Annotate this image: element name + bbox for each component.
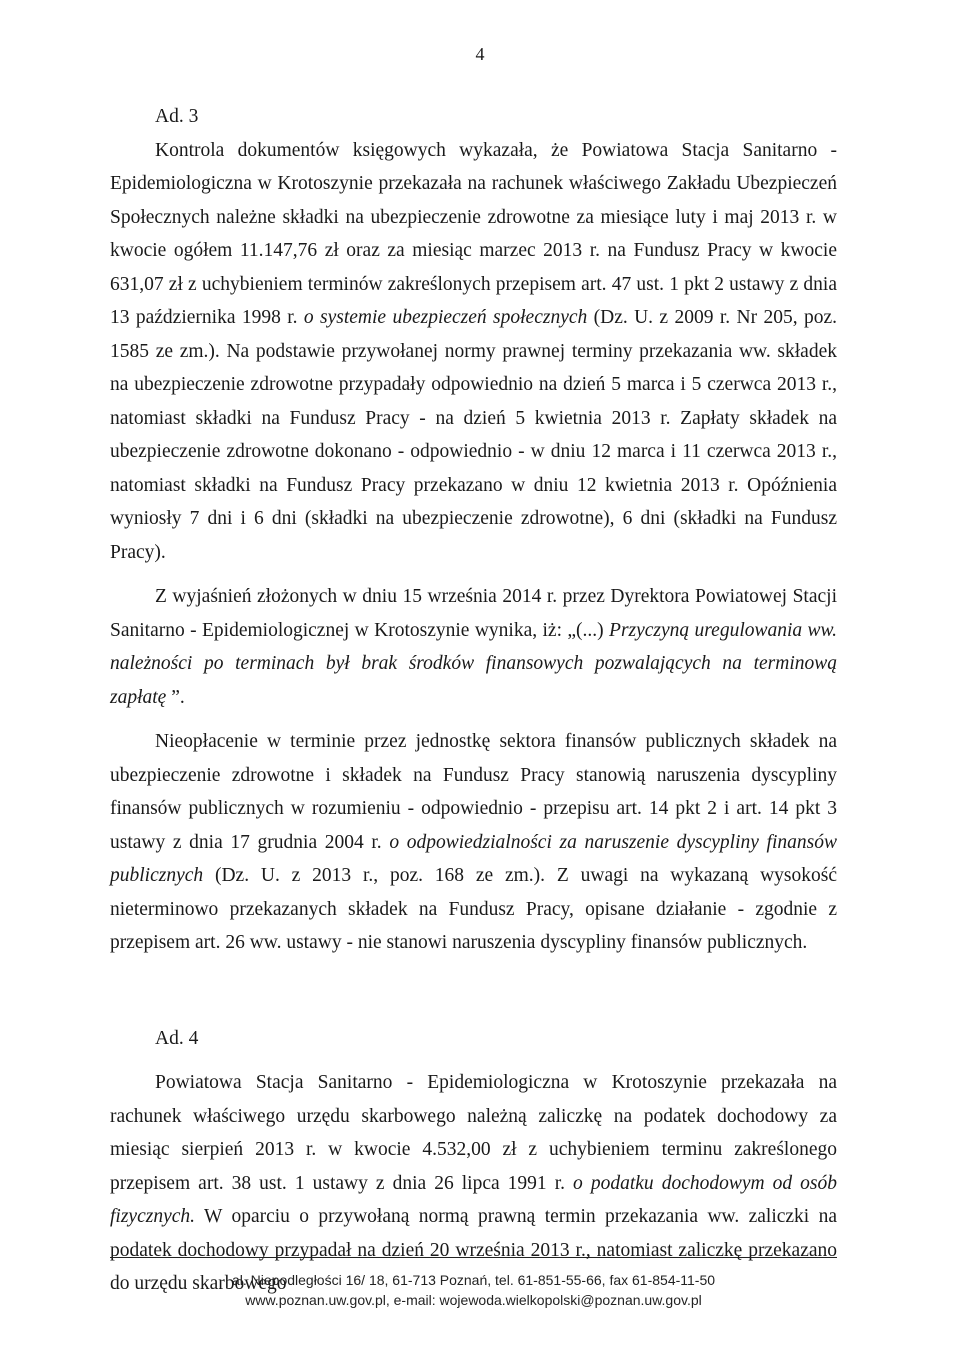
italic-act-title: o odpowiedzialności za naruszenie dyscypliny finansów publicznych bbox=[110, 831, 837, 886]
document-body bbox=[110, 100, 837, 1301]
italic-act-title: o podatku dochodowym od osób fizycznych. bbox=[110, 1172, 837, 1227]
footer-divider bbox=[110, 1257, 837, 1258]
text-run: Powiatowa Stacja Sanitarno - Epidemiologiczna w Krotoszynie przekazała na rachunek właściwego urzędu skarbowego należną zaliczkę na podatek dochodowy za miesiąc sierpień 2013 r. w kwocie 4.532,00 zł z uchybieniem terminu zakreślonego przepisem art. 38 ust. 1 ustawy z dnia 26 lipca 1991 r. bbox=[110, 1072, 837, 1194]
text-run: Nieopłacenie w terminie przez jednostkę sektora finansów publicznych składek na ubezpieczenie zdrowotne i składek na Fundusz Pracy stanowią naruszenia dyscypliny finansów publicznych w rozumieniu - odpowiednio - przepisu art. 14 pkt 2 i art. 14 pkt 3 ustawy z dnia 17 grudnia 2004 r. bbox=[110, 731, 837, 853]
italic-act-title: o systemie ubezpieczeń społecznych bbox=[303, 307, 588, 328]
paragraph bbox=[110, 580, 837, 714]
text-run: W oparciu o przywołaną normą prawną termin przekazania ww. zaliczki na podatek dochodowy przypadał na dzień 20 września 2013 r., natomiast zaliczkę przekazano do urzędu skarbowego bbox=[110, 1206, 837, 1294]
section-heading: Ad. 4 bbox=[155, 1027, 199, 1049]
text-run: (Dz. U. z 2013 r., poz. 168 ze zm.). Z uwagi na wykazaną wysokość nieterminowo przekazanych składek na Fundusz Pracy, opisane działanie - zgodnie z przepisem art. 26 ww. ustawy - nie stanowi naruszenia dyscypliny finansów publicznych. bbox=[110, 865, 837, 953]
footer-address: al. Niepodległości 16/ 18, 61-713 Poznań, tel. 61-851-55-66, fax 61-854-11-50 bbox=[231, 1272, 716, 1288]
paragraph bbox=[110, 134, 837, 570]
text-run: (Dz. U. z 2009 r. Nr 205, poz. 1585 ze zm.). Na podstawie przywołanej normy prawnej terminy przekazania ww. składek na ubezpieczenie zdrowotne przypadały odpowiednio na dzień 5 marca i 5 czerwca 2013 r., natomiast składki na Fundusz Pracy - na dzień 5 kwietnia 2013 r. Zapłaty składek na ubezpieczenie zdrowotne dokonano - odpowiednio - w dniu 12 marca i 11 czerwca 2013 r., natomiast składki na Fundusz Pracy przekazano w dniu 12 kwietnia 2013 r. Opóźnienia wyniosły 7 dni i 6 dni (składki na ubezpieczenie zdrowotne), 6 dni (składki na Fundusz Pracy). bbox=[110, 307, 837, 563]
page-number: 4 bbox=[475, 44, 485, 64]
paragraph bbox=[110, 725, 837, 960]
italic-quote: Przyczyną uregulowania ww. należności po terminach był brak środków finansowych pozwalających na terminową zapłatę bbox=[110, 619, 837, 708]
paragraph bbox=[110, 1066, 837, 1301]
footer-contact: www.poznan.uw.gov.pl, e-mail: wojewoda.wielkopolski@poznan.uw.gov.pl bbox=[245, 1292, 702, 1308]
section-ad-3 bbox=[110, 100, 837, 960]
text-run: ”. bbox=[166, 686, 185, 708]
section-heading: Ad. 3 bbox=[155, 106, 199, 127]
text-run: Z wyjaśnień złożonych w dniu 15 września 2014 r. przez Dyrektora Powiatowej Stacji Sanitarno - Epidemiologicznej w Krotoszynie wynika, iż: „(...) bbox=[110, 586, 837, 641]
footer bbox=[110, 1270, 837, 1310]
section-ad-4 bbox=[110, 1022, 837, 1301]
text-run: Kontrola dokumentów księgowych wykazała, że Powiatowa Stacja Sanitarno - Epidemiologiczna w Krotoszynie przekazała na rachunek właściwego Zakładu Ubezpieczeń Społecznych należne składki na ubezpieczenie zdrowotne za miesiące luty i maj 2013 r. w kwocie ogółem 11.147,76 zł oraz za miesiąc marzec 2013 r. na Fundusz Pracy w kwocie 631,07 zł z uchybieniem terminów zakreślonych przepisem art. 47 ust. 1 pkt 2 ustawy z dnia 13 października 1998 r. bbox=[110, 139, 837, 328]
